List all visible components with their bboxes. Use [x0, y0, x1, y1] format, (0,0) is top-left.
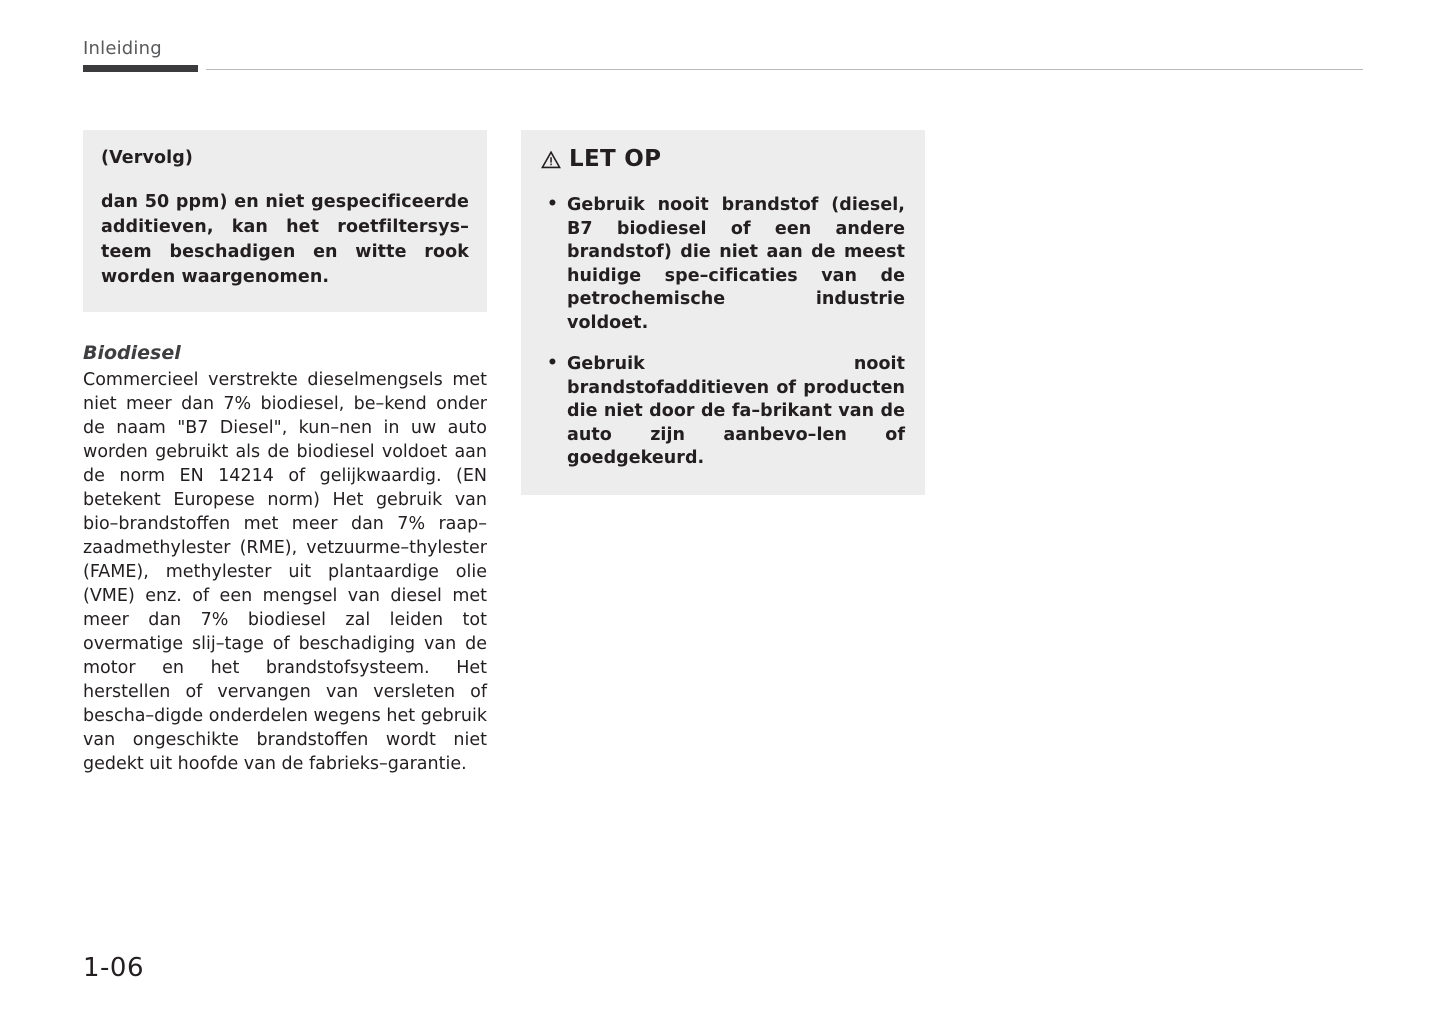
section-heading-biodiesel: Biodiesel — [83, 342, 181, 364]
right-column — [521, 130, 925, 495]
header-divider — [83, 65, 1363, 72]
page-header — [83, 38, 1363, 70]
continued-text: dan 50 ppm) en niet gespecificeerde additieven, kan het roetfiltersys–teem beschadigen en witte rook worden waargenomen. — [101, 192, 469, 287]
warning-triangle-icon — [541, 150, 561, 170]
page-title: Inleiding — [83, 38, 162, 59]
continued-warning-box — [83, 130, 487, 312]
left-column — [83, 130, 487, 776]
notice-title: LET OP — [569, 146, 662, 172]
notice-list — [541, 194, 905, 471]
header-rule-thin — [206, 69, 1363, 70]
list-item: • Gebruik nooit brandstof (diesel, B7 biodiesel of een andere brandstof) die niet aan de meest huidige spe–cificaties van de petrochemische industrie voldoet. — [541, 194, 905, 335]
list-item: • Gebruik nooit brandstofadditieven of producten die niet door de fa–brikant van de auto zijn aanbevo–len of goedgekeurd. — [541, 353, 905, 471]
section-paragraph-biodiesel: Commercieel verstrekte dieselmengsels met niet meer dan 7% biodiesel, be–kend onder de naam "B7 Diesel", kun–nen in uw auto worden gebruikt als de biodiesel voldoet aan de norm EN 14214 of gelijkwaardig. (EN betekent Europese norm) Het gebruik van bio–brandstoffen met meer dan 7% raap–zaadmethylester (RME), vetzuurme–thylester (FAME), methylester uit plantaardige olie (VME) enz. of een mengsel van diesel met meer dan 7% biodiesel zal leiden tot overmatige slij–tage of beschadiging van de motor en het brandstofsysteem. Het herstellen of vervangen van versleten of bescha–digde onderdelen wegens het gebruik van ongeschikte brandstoffen wordt niet gedekt uit hoofde van de fabrieks–garantie. — [83, 370, 487, 774]
continued-label: (Vervolg) — [101, 148, 193, 168]
header-rule-thick — [83, 65, 198, 72]
notice-header — [541, 146, 905, 172]
page-number: 1-06 — [83, 953, 145, 983]
notice-box — [521, 130, 925, 495]
